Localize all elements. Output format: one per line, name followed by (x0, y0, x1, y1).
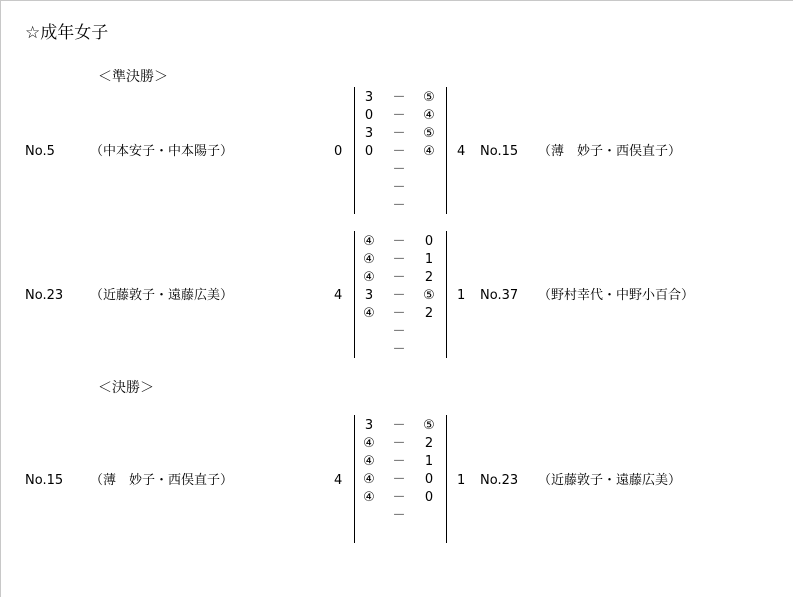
score-divider-left (354, 231, 355, 358)
game-row: ④ － 0 (363, 490, 434, 505)
left-entry-number: No.5 (25, 144, 55, 159)
page-title: ☆成年女子 (25, 23, 109, 43)
left-players: （中本安子・中本陽子） (90, 144, 234, 159)
game-row: － (392, 198, 406, 213)
score-divider-left (354, 415, 355, 543)
game-row: ④ － 2 (363, 270, 434, 285)
right-players: （薄 妙子・西俣直子） (538, 144, 682, 159)
game-row: 0 － ④ (364, 144, 435, 159)
game-scores (362, 417, 435, 543)
left-match-score: 4 (334, 473, 343, 488)
left-entry-number: No.15 (25, 473, 64, 488)
game-row: ④ － 2 (363, 306, 434, 321)
right-entry-number: No.37 (480, 288, 519, 303)
right-entry-number: No.23 (480, 473, 519, 488)
semifinal-heading: ＜準決勝＞ (98, 69, 168, 85)
game-scores (362, 89, 435, 215)
right-players: （近藤敦子・遠藤広美） (538, 473, 682, 488)
right-players: （野村幸代・中野小百合） (538, 288, 695, 303)
game-row: 0 － ④ (364, 108, 435, 123)
score-divider-right (446, 87, 447, 214)
game-row: － (392, 162, 406, 177)
game-row: － (392, 324, 406, 339)
game-row: 3 － ⑤ (364, 126, 435, 141)
right-match-score: 1 (457, 288, 466, 303)
left-entry-number: No.23 (25, 288, 64, 303)
score-divider-right (446, 231, 447, 358)
final-heading: ＜決勝＞ (98, 380, 154, 396)
page-border-top (0, 0, 793, 1)
game-row: 3 － ⑤ (364, 90, 435, 105)
right-match-score: 1 (457, 473, 466, 488)
game-row: 3 － ⑤ (364, 288, 435, 303)
game-row: 3 － ⑤ (364, 418, 435, 433)
score-divider-left (354, 87, 355, 214)
right-match-score: 4 (457, 144, 466, 159)
left-match-score: 4 (334, 288, 343, 303)
game-row (362, 525, 432, 543)
right-entry-number: No.15 (480, 144, 519, 159)
game-row: ④ － 2 (363, 436, 434, 451)
game-row: ④ － 1 (363, 252, 434, 267)
game-row: ④ － 0 (363, 234, 434, 249)
game-scores (362, 233, 435, 359)
left-players: （近藤敦子・遠藤広美） (90, 288, 234, 303)
game-row: － (392, 508, 406, 523)
score-divider-right (446, 415, 447, 543)
left-match-score: 0 (334, 144, 343, 159)
game-row: － (392, 180, 406, 195)
left-players: （薄 妙子・西俣直子） (90, 473, 234, 488)
game-row: － (392, 342, 406, 357)
game-row: ④ － 1 (363, 454, 434, 469)
game-row: ④ － 0 (363, 472, 434, 487)
page-border-left (0, 0, 1, 597)
